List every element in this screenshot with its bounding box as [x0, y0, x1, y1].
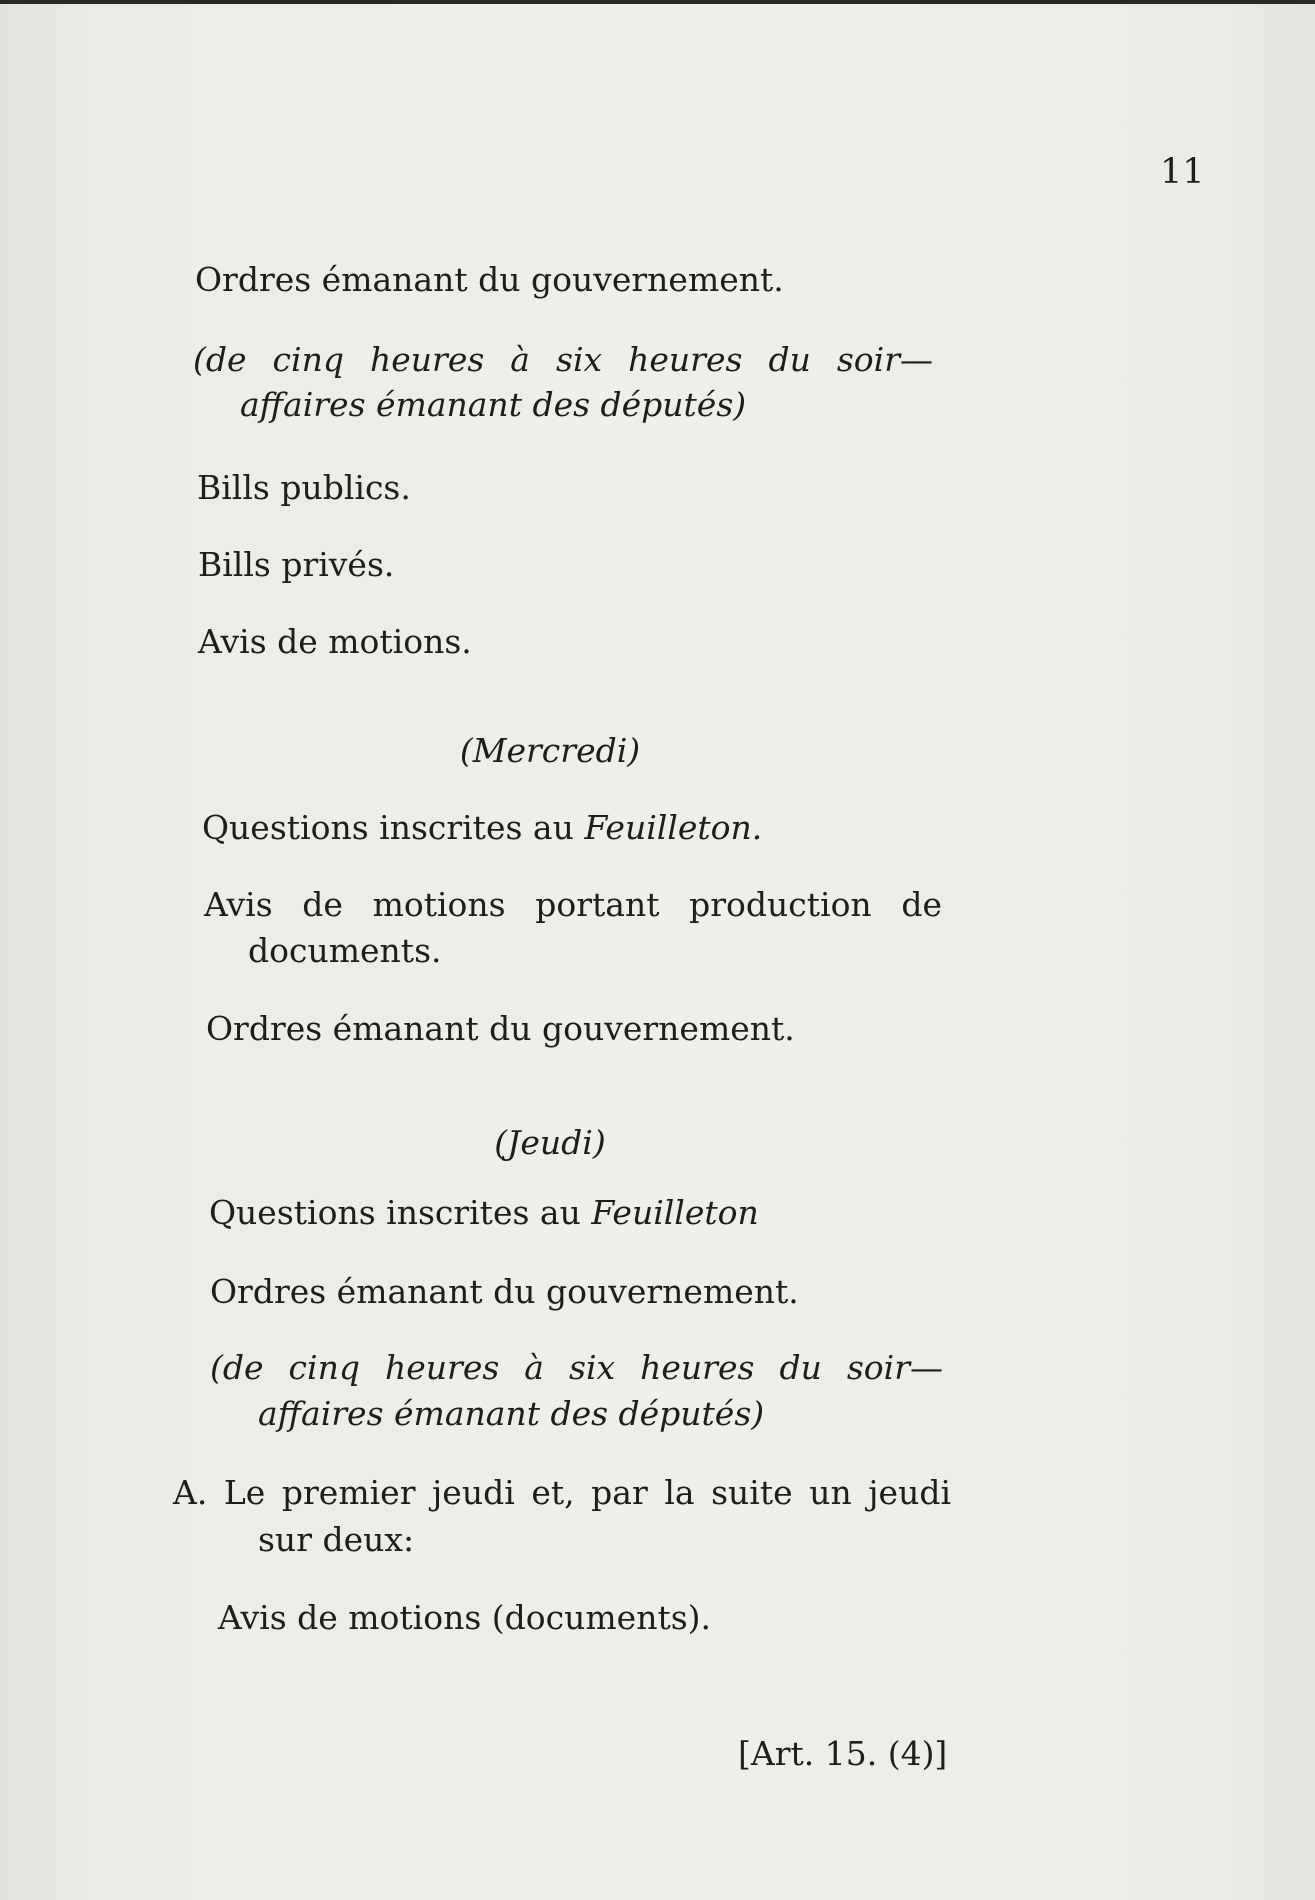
notices-of-motions-documents: Avis de motions (documents).: [218, 1598, 712, 1637]
feuilleton-word: Feuilleton.: [584, 808, 763, 847]
questions-order-paper-thursday: [209, 1191, 759, 1235]
government-orders: Ordres émanant du gouvernement.: [195, 260, 784, 299]
questions-order-paper: [202, 806, 762, 850]
private-members-hour-thursday-line1: (de cinq heures à six heures du soir—: [210, 1348, 943, 1387]
questions-order-paper-thursday-text: Questions inscrites au: [209, 1193, 592, 1232]
article-reference: [Art. 15. (4)]: [738, 1734, 948, 1773]
feuilleton-word-thursday: Feuilleton: [591, 1193, 759, 1232]
private-bills: Bills privés.: [198, 545, 395, 584]
heading-wednesday: (Mercredi): [459, 731, 641, 770]
first-thursday-rule-line2: sur deux:: [258, 1520, 415, 1559]
private-members-hour-line1: (de cinq heures à six heures du soir—: [193, 340, 933, 379]
first-thursday-rule-line1: A. Le premier jeudi et, par la suite un jeudi: [173, 1473, 951, 1512]
government-orders-wednesday: Ordres émanant du gouvernement.: [206, 1009, 795, 1048]
notices-of-motions: Avis de motions.: [198, 622, 472, 661]
government-orders-thursday: Ordres émanant du gouvernement.: [210, 1272, 799, 1311]
top-rule: [0, 0, 1315, 4]
questions-order-paper-text: Questions inscrites au: [202, 808, 585, 847]
private-members-hour-thursday-line2: affaires émanant des députés): [258, 1394, 765, 1433]
heading-thursday: (Jeudi): [494, 1123, 606, 1162]
public-bills: Bills publics.: [197, 468, 411, 507]
private-members-hour-line2: affaires émanant des députés): [240, 385, 747, 424]
page-number: 11: [1160, 152, 1205, 192]
notices-production-documents-line1: Avis de motions portant production de: [204, 885, 942, 924]
notices-production-documents-line2: documents.: [248, 931, 442, 970]
